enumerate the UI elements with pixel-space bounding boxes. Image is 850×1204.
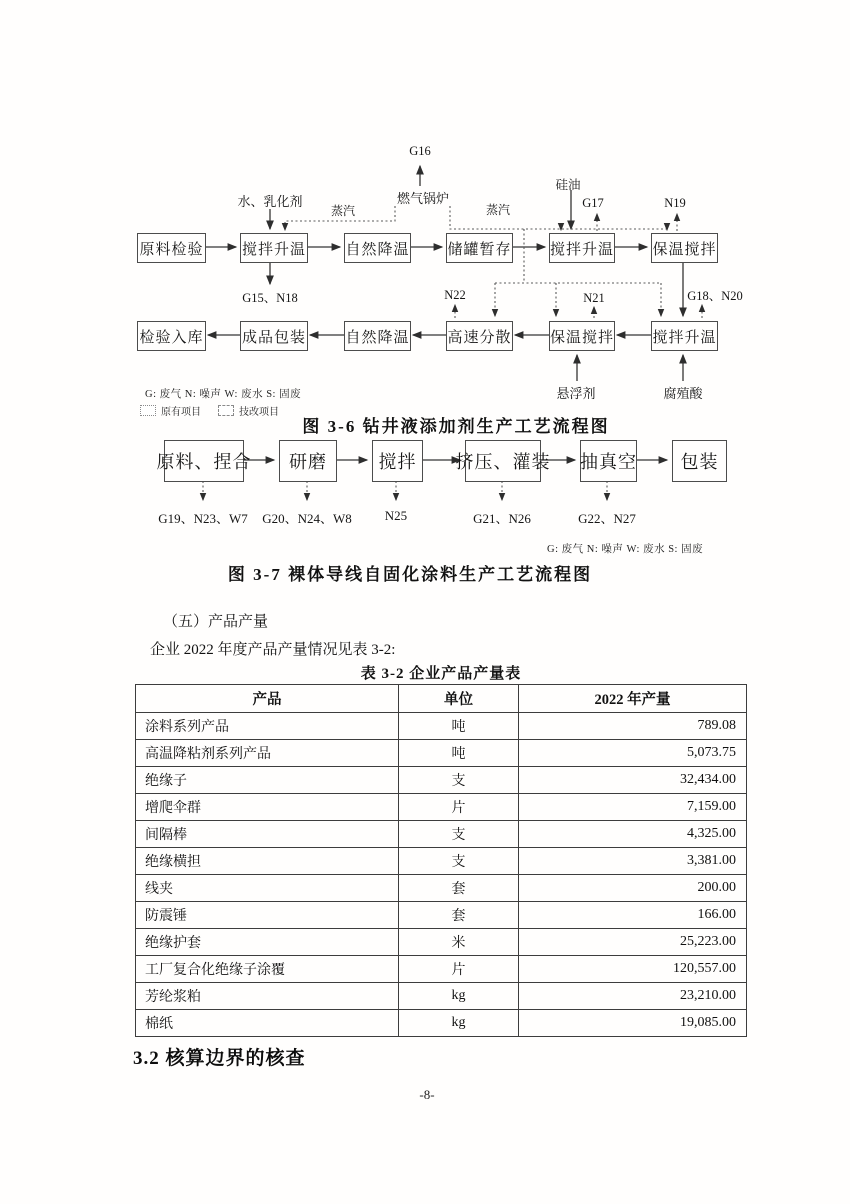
flow-box-stir-heat-1: 搅拌升温 xyxy=(240,233,308,263)
cell-unit: kg xyxy=(399,983,519,1010)
cell-unit: 吨 xyxy=(399,713,519,740)
cell-unit: 支 xyxy=(399,848,519,875)
col-header-output-2022: 2022 年产量 xyxy=(519,685,747,713)
input-label-humic-acid: 腐殖酸 xyxy=(663,386,703,401)
cell-value: 789.08 xyxy=(519,713,747,740)
cell-product: 防震锤 xyxy=(136,902,399,929)
cell-value: 23,210.00 xyxy=(519,983,747,1010)
steam-label-left: 蒸汽 xyxy=(330,204,355,218)
input-label-suspension-agent: 悬浮剂 xyxy=(556,386,596,401)
emission-label-g17: G17 xyxy=(582,196,604,210)
flow-box-extrusion-filling: 挤压、灌装 xyxy=(465,440,541,482)
flow-box-inspection-warehouse: 检验入库 xyxy=(137,321,206,351)
emission-label-g20-n24-w8: G20、N24、W8 xyxy=(262,511,352,526)
section-3-2-heading: 3.2 核算边界的核查 xyxy=(133,1048,306,1069)
emission-label-n25: N25 xyxy=(384,508,408,523)
product-output-table xyxy=(135,684,747,1037)
fig37-emission-code-legend: G: 废气 N: 噪声 W: 废水 S: 固废 xyxy=(547,544,704,555)
col-header-unit: 单位 xyxy=(399,685,519,713)
table-row xyxy=(136,794,747,821)
table-intro-text: 企业 2022 年度产品产量情况见表 3-2: xyxy=(150,642,396,658)
emission-label-n21: N21 xyxy=(583,291,605,305)
table-row xyxy=(136,821,747,848)
flow-box-product-packing: 成品包装 xyxy=(240,321,308,351)
cell-value: 25,223.00 xyxy=(519,929,747,956)
input-label-water-emulsifier: 水、乳化剂 xyxy=(237,194,303,209)
fig36-emission-code-legend: G: 废气 N: 噪声 W: 废水 S: 固废 xyxy=(145,389,302,400)
emission-label-g18-n20: G18、N20 xyxy=(687,289,743,303)
cell-product: 绝缘子 xyxy=(136,767,399,794)
emission-label-g16: G16 xyxy=(409,144,431,158)
flow-box-grinding: 研磨 xyxy=(279,440,337,482)
figure-3-6-caption: 图 3-6 钻井液添加剂生产工艺流程图 xyxy=(302,417,610,436)
emission-label-g22-n27: G22、N27 xyxy=(578,511,636,526)
table-row xyxy=(136,929,747,956)
figure-3-7-caption: 图 3-7 裸体导线自固化涂料生产工艺流程图 xyxy=(227,565,593,584)
upgrade-project-label: 技改项目 xyxy=(239,407,279,418)
cell-unit: 套 xyxy=(399,875,519,902)
table-row xyxy=(136,956,747,983)
flow-box-natural-cooling-1: 自然降温 xyxy=(344,233,411,263)
table-row xyxy=(136,875,747,902)
input-label-gas-boiler: 燃气锅炉 xyxy=(396,191,449,206)
cell-product: 棉纸 xyxy=(136,1010,399,1037)
emission-label-g21-n26: G21、N26 xyxy=(473,511,531,526)
cell-unit: 片 xyxy=(399,794,519,821)
page-number: -8- xyxy=(419,1087,435,1102)
table-row xyxy=(136,1010,747,1037)
cell-product: 绝缘护套 xyxy=(136,929,399,956)
steam-label-right: 蒸汽 xyxy=(485,203,510,217)
flow-box-vacuum: 抽真空 xyxy=(580,440,637,482)
cell-value: 7,159.00 xyxy=(519,794,747,821)
cell-product: 涂料系列产品 xyxy=(136,713,399,740)
cell-value: 3,381.00 xyxy=(519,848,747,875)
flow-box-raw-material-inspection: 原料检验 xyxy=(137,233,206,263)
table-row xyxy=(136,713,747,740)
cell-product: 间隔棒 xyxy=(136,821,399,848)
cell-product: 芳纶浆粕 xyxy=(136,983,399,1010)
table-row xyxy=(136,767,747,794)
cell-value: 4,325.00 xyxy=(519,821,747,848)
cell-unit: 米 xyxy=(399,929,519,956)
emission-label-n19: N19 xyxy=(664,196,686,210)
emission-label-g15-n18: G15、N18 xyxy=(242,291,298,305)
flow-box-tank-storage: 储罐暂存 xyxy=(446,233,513,263)
cell-unit: kg xyxy=(399,1010,519,1037)
existing-project-swatch-icon xyxy=(140,405,156,416)
cell-unit: 套 xyxy=(399,902,519,929)
flow-box-stirring: 搅拌 xyxy=(372,440,423,482)
cell-value: 120,557.00 xyxy=(519,956,747,983)
table-row xyxy=(136,902,747,929)
cell-product: 线夹 xyxy=(136,875,399,902)
subsection-heading-product-output: （五）产品产量 xyxy=(163,614,269,630)
flow-box-stir-heat-2: 搅拌升温 xyxy=(549,233,615,263)
emission-label-n22: N22 xyxy=(444,288,466,302)
cell-product: 高温降粘剂系列产品 xyxy=(136,740,399,767)
cell-unit: 支 xyxy=(399,767,519,794)
cell-product: 增爬伞群 xyxy=(136,794,399,821)
cell-value: 5,073.75 xyxy=(519,740,747,767)
col-header-product: 产品 xyxy=(136,685,399,713)
table-row xyxy=(136,983,747,1010)
cell-product: 绝缘横担 xyxy=(136,848,399,875)
cell-value: 200.00 xyxy=(519,875,747,902)
cell-value: 32,434.00 xyxy=(519,767,747,794)
input-label-silicone-oil: 硅油 xyxy=(555,178,581,192)
cell-value: 166.00 xyxy=(519,902,747,929)
flow-box-packing: 包装 xyxy=(672,440,727,482)
flow-box-insulated-stir-2: 保温搅拌 xyxy=(549,321,615,351)
flow-box-insulated-stir-1: 保温搅拌 xyxy=(651,233,718,263)
cell-unit: 支 xyxy=(399,821,519,848)
table-row xyxy=(136,740,747,767)
cell-unit: 吨 xyxy=(399,740,519,767)
table-row xyxy=(136,848,747,875)
flow-box-raw-kneading: 原料、捏合 xyxy=(164,440,244,482)
flow-box-stir-heat-3: 搅拌升温 xyxy=(651,321,718,351)
cell-product: 工厂复合化绝缘子涂覆 xyxy=(136,956,399,983)
cell-unit: 片 xyxy=(399,956,519,983)
flow-box-natural-cooling-2: 自然降温 xyxy=(344,321,411,351)
existing-project-label: 原有项目 xyxy=(161,407,201,418)
table-header-row xyxy=(136,685,747,713)
emission-label-g19-n23-w7: G19、N23、W7 xyxy=(158,511,248,526)
flow-box-high-speed-dispersion: 高速分散 xyxy=(446,321,513,351)
cell-value: 19,085.00 xyxy=(519,1010,747,1037)
table-3-2-caption: 表 3-2 企业产品产量表 xyxy=(360,666,522,682)
